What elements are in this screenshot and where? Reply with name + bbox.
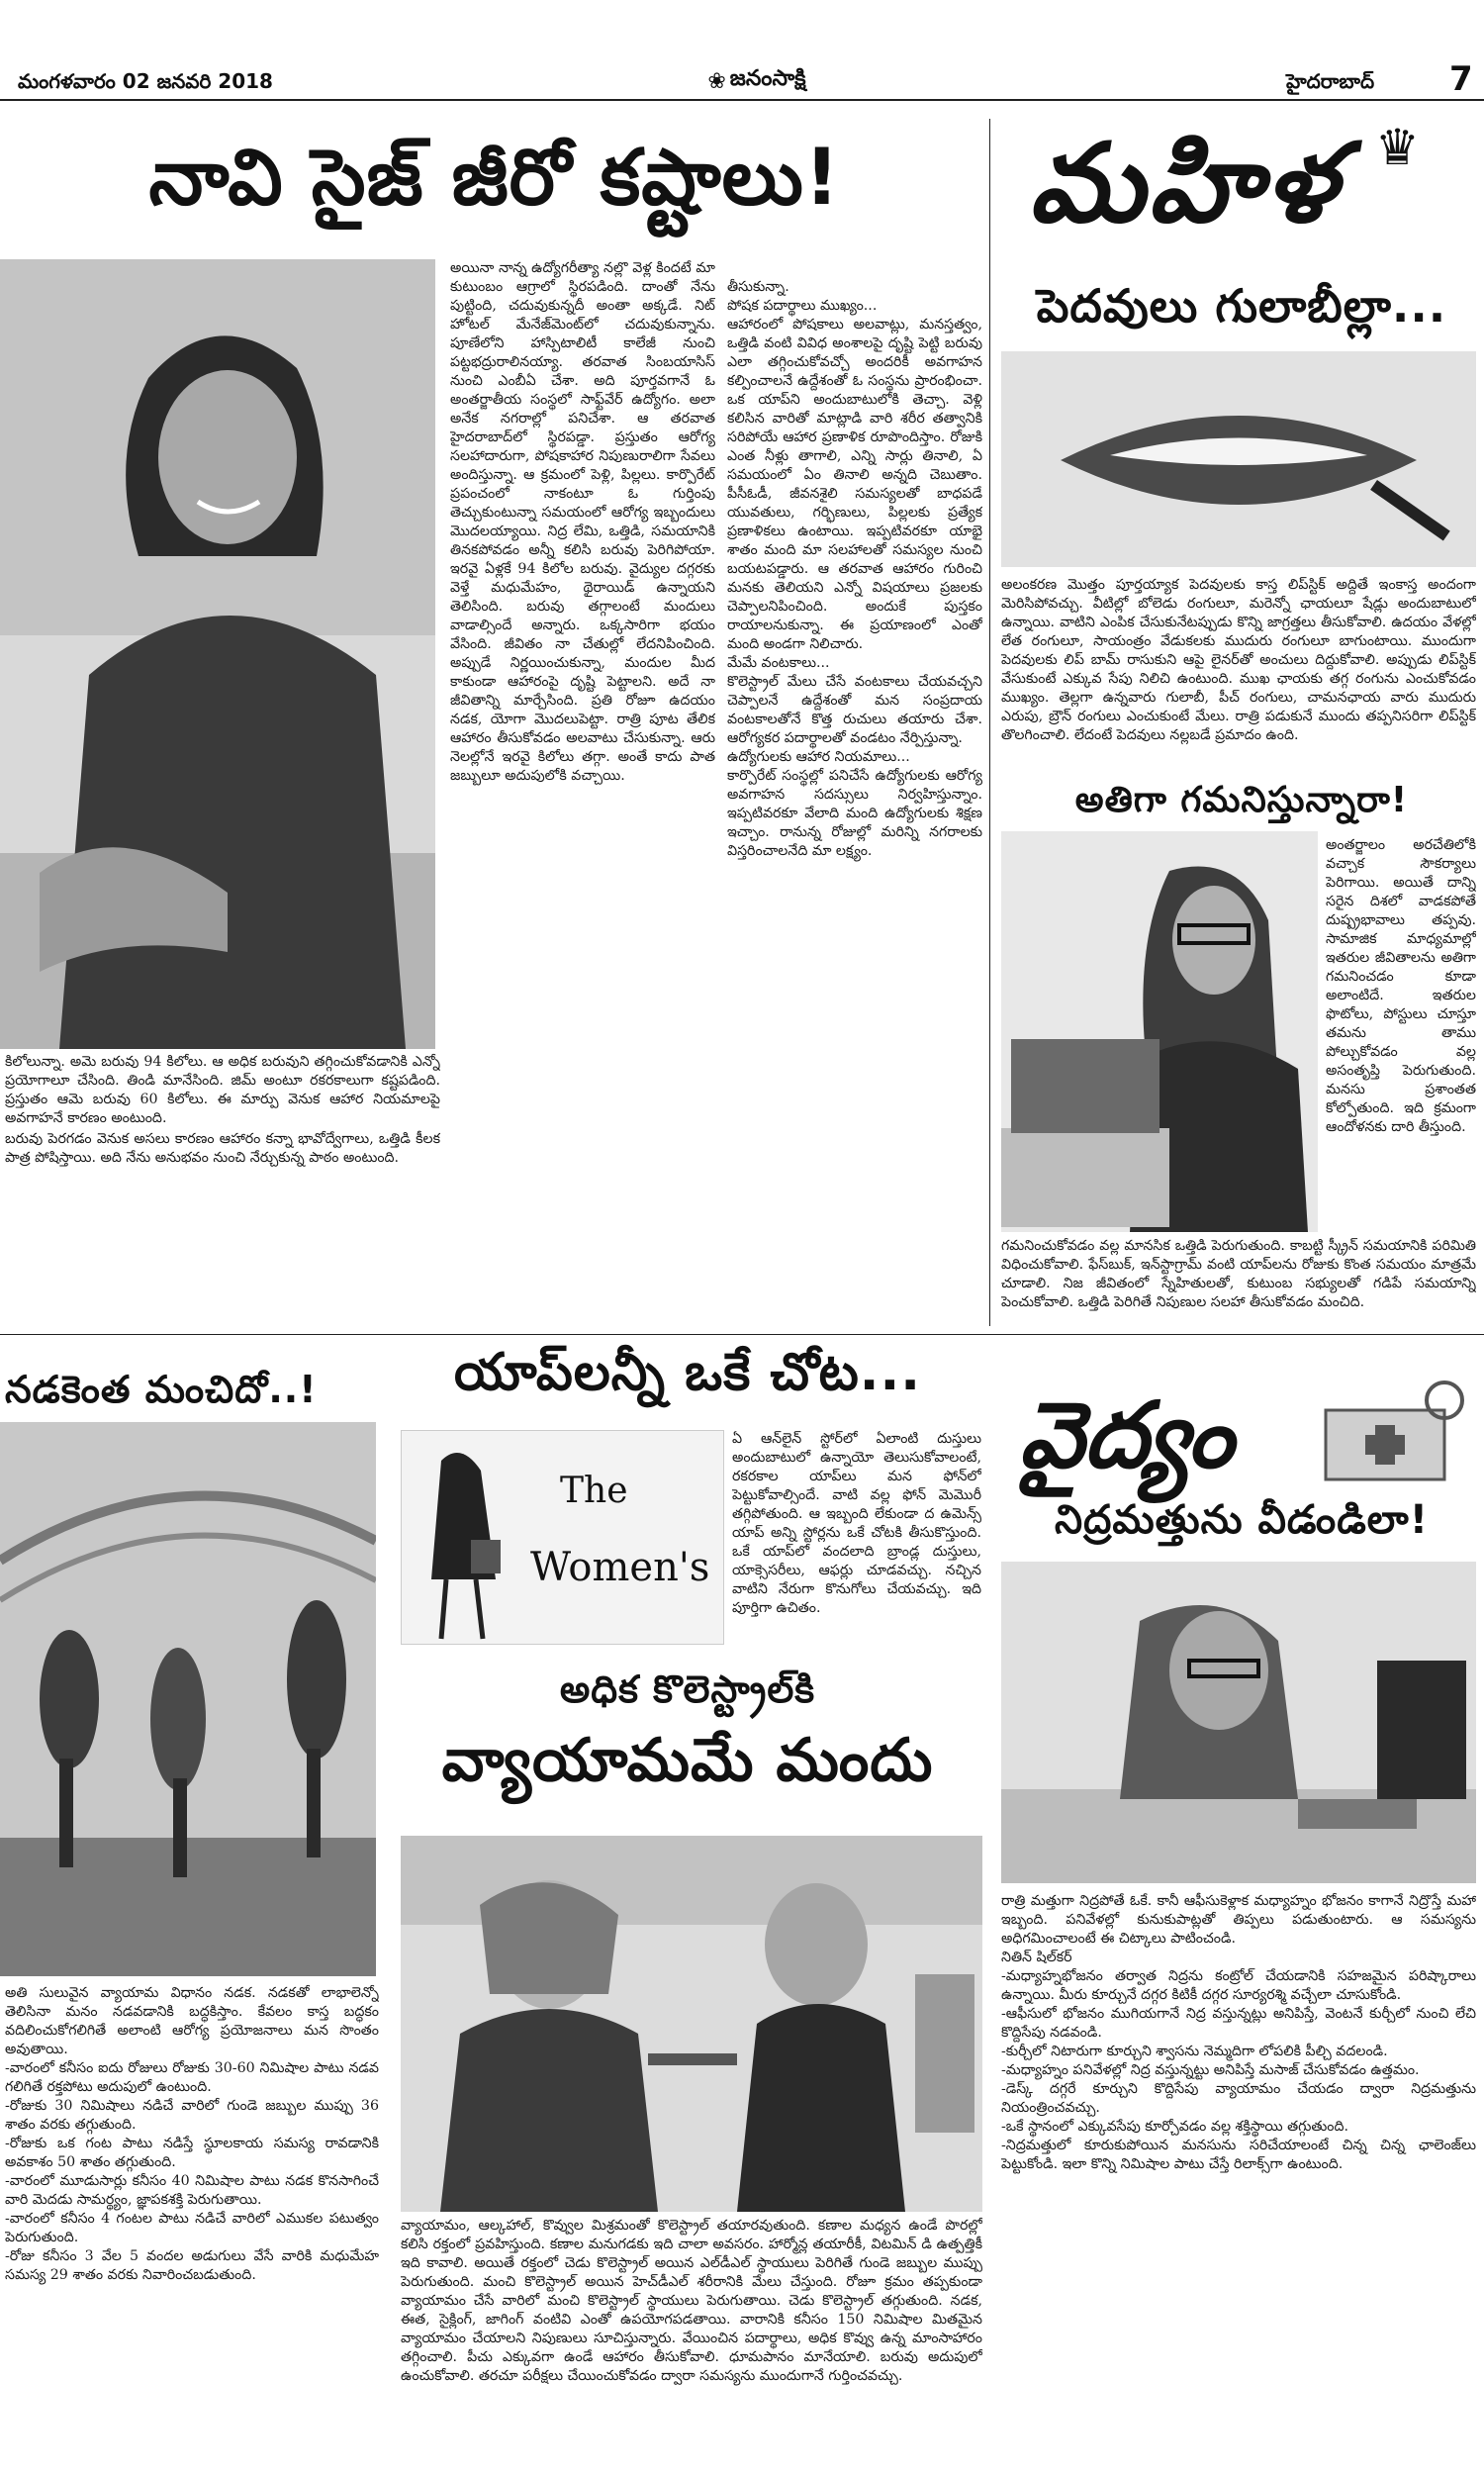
apps-body: ఏ ఆన్‌లైన్ స్టోర్‌లో ఏలాంటి దుస్తులు అందుబాటులో ఉన్నాయో తెలుసుకోవాలంటే, రకరకాల యాప్‌లు మన ఫోన్‌లో పెట్టుకోవాల్సిందే. వాటి వల్ల ఫోన్ మెమొరీ తగ్గిపోతుంది. ఆ ఇబ్బంది లేకుండా ద ఉమెన్స్ యాప్ అన్ని స్టోర్లను ఒకే చోటకి తీసుకొస్తుంది. ఒకే యాప్‌లో వందలాది బ్రాండ్ల దుస్తులు, యాక్సెసరీలు, ఆఫర్లు చూడవచ్చు. నచ్చిన వాటిని నేరుగా కొనుగోలు చేయవచ్చు. ఇది పూర్తిగా ఉచితం.: [732, 1431, 981, 1616]
vaidyam-logo: వైద్యం: [1019, 1381, 1234, 1488]
masthead-date: మంగళవారం 02 జనవరి 2018: [18, 69, 273, 93]
graphic-text-womens: Women's: [530, 1545, 710, 1590]
atiga-body-narrow: అంతర్జాలం అరచేతిలోకి వచ్చాక సౌకర్యాలు పెరిగాయి. అయితే దాన్ని సరైన దిశలో వాడకపోతే దుష్ప్రభావాలు తప్పవు. సామాజిక మాధ్యమాల్లో ఇతరుల జీవితాలను అతిగా గమనించడం కూడా అలాంటిదే. ఇతరుల ఫొటోలు, పోస్టులు చూస్తూ తమను తాము పోల్చుకోవడం వల్ల అసంతృప్తి పెరుగుతుంది. మనసు ప్రశాంతత కోల్పోతుంది. ఇది క్రమంగా ఆందోళనకు దారి తీస్తుంది.: [1326, 837, 1476, 1135]
column-divider: [989, 119, 990, 1326]
mahila-headline: పెదవులు గులాబీల్లా...: [1036, 279, 1447, 333]
paper-logo-icon: ❀: [707, 68, 726, 94]
main-col3-text: [727, 259, 982, 1338]
womens-app-graphic: [401, 1430, 724, 1645]
main-photo: [0, 259, 435, 1049]
mahila-logo: మహిళ: [1029, 119, 1341, 246]
gym-photo: [401, 1836, 982, 2212]
main-headline: నావి సైజ్ జీరో కష్టాలు!: [148, 134, 841, 223]
main-col1-para2: బరువు పెరగడం వెనుక అసలు కారణం ఆహారం కన్నా భావోద్వేగాలు, ఒత్తిడి కీలక పాత్ర పోషిస్తాయి. అది నేను అనుభవం నుంచి నేర్చుకున్న పాఠం అంటుంది.: [5, 1131, 440, 1166]
masthead-logo: [678, 63, 836, 99]
vaidyam-headline: నిద్రమత్తును వీడండిలా!: [1055, 1497, 1429, 1543]
main-col3-para: తీసుకున్నా. పోషక పదార్థాలు ముఖ్యం... ఆహారంలో పోషకాలు అలవాట్లు, మనస్తత్వం, ఒత్తిడి వంటి వివిధ అంశాలపై దృష్టి పెట్టి బరువు ఎలా తగ్గించుకోవచ్చో అందరికీ అవగాహన కల్పించాలనే ఉద్దేశంతో ఓ సంస్థను ప్రారంభించా. ఒక యాప్‌ని అందుబాటులోకి తెచ్చా. వెళ్లి కలిసిన వారితో మాట్లాడి వారి శరీర తత్వానికి సరిపోయే ఆహార ప్రణాళిక రూపొందిస్తాం. రోజుకి ఎంత నీళ్లు తాగాలి, ఎన్ని సార్లు తినాలి, ఏ సమయంలో ఏం తినాలి అన్నది చెబుతాం. పీసీఓడీ, జీవనశైలి సమస్యలతో బాధపడే యువతులు, గర్భిణులు, పిల్లలకు ప్రత్యేక ప్రణాళికలు ఉంటాయి. ఇప్పటివరకూ యాభై శాతం మంది మా సలహాలతో సమస్యల నుంచి బయటపడ్డారు. ఆ తరవాత ఆహారం గురించి మనకు తెలియని ఎన్నో విషయాలు ప్రజలకు చెప్పాలనిపించింది. అందుకే పుస్తకం రాయాలనుకున్నా. ఈ ప్రయాణంలో ఎంతో మంది అండగా నిలిచారు. మేమే వంటకాలు... కొలెస్ట్రాల్ మేలు చేసే వంటకాలు చేయవచ్చని చెప్పాలనే ఉద్దేశంతో మన సంప్రదాయ వంటకాలతోనే కొత్త రుచులు తయారు చేశా. ఆరోగ్యకర పదార్థాలతో వండటం నేర్పిస్తున్నా. ఉద్యోగులకు ఆహార నియమాలు... కార్పొరేట్ సంస్థల్లో పనిచేసే ఉద్యోగులకు ఆరోగ్య అవగాహన సదస్సులు నిర్వహిస్తున్నాం. ఇప్పటివరకూ వేలాది మంది ఉద్యోగులకు శిక్షణ ఇచ్చాం. రానున్న రోజుల్లో మరిన్ని నగరాలకు విస్తరించాలనేది మా లక్ష్యం.: [727, 279, 982, 859]
atiga-headline: అతిగా గమనిస్తున్నారా!: [1074, 780, 1409, 820]
main-col1-para: కిలోలున్నా. అమె బరువు 94 కిలోలు. ఆ అధిక బరువుని తగ్గించుకోవడానికి ఎన్నో ప్రయోగాలూ చేసింది. తిండి మానేసింది. జిమ్ అంటూ రకరకాలుగా కష్టపడింది. ప్రస్తుతం ఆమె బరువు 60 కిలోలు. ఈ మార్పు వెనుక ఆహార నియమాలపై అవగాహనే కారణం అంటుంది.: [5, 1054, 440, 1126]
main-col2-para: అయినా నాన్న ఉద్యోగరీత్యా నల్లొ వెళ్ల కిందటే మా కుటుంబం ఆగ్రాలో స్థిరపడింది. దాంతో నేను పుట్టింది, చదువుకున్నదీ అంతా అక్కడే. నిట్ హోటల్ మేనేజ్‌మెంట్‌లో చదువుకున్నాను. పూణేలోని హాస్పిటాలిటీ కాలేజీ నుంచి పట్టభద్రురాలినయ్యా. తరవాత సింబయాసిస్ నుంచి ఎంబీఏ చేశా. అది పూర్తవగానే ఓ అంతర్జాతీయ సంస్థలో సాఫ్ట్‌వేర్ ఉద్యోగం. అలా అనేక నగరాల్లో పనిచేశా. ఆ తరవాత హైదరాబాద్‌లో స్థిరపడ్డా. ప్రస్తుతం ఆరోగ్య సలహాదారుగా, పోషకాహార నిపుణురాలిగా సేవలు అందిస్తున్నా. ఆ క్రమంలో పెళ్లి, పిల్లలు. కార్పొరేట్ ప్రపంచంలో నాకంటూ ఓ గుర్తింపు తెచ్చుకుంటున్నా సమయంలో ఆరోగ్య ఇబ్బందులు మొదలయ్యాయి. నిద్ర లేమి, ఒత్తిడి, సమయానికి తినకపోవడం అన్నీ కలిసి బరువు పెరిగిపోయా. ఇరవై ఏళ్లకే 94 కిలోల బరువు. వైద్యుల దగ్గరకు వెళ్తే మధుమేహం, థైరాయిడ్ ఉన్నాయని తెలిసింది. బరువు తగ్గాలంటే మందులు వాడాల్సిందే అన్నారు. ఒక్కసారిగా భయం వేసింది. జీవితం నా చేతుల్లో లేదనిపించింది. అప్పుడే నిర్ణయించుకున్నా, మందుల మీద కాకుండా ఆహారంపై దృష్టి పెట్టాలని. అదే నా జీవితాన్ని మార్చేసింది. ప్రతి రోజూ ఉదయం నడక, యోగా మొదలుపెట్టా. రాత్రి పూట తేలిక ఆహారం తీసుకోవడం అలవాటు చేసుకున్నా. ఆరు నెలల్లోనే ఇరవై కిలోలు తగ్గా. అంతే కాదు పాత జబ్బులూ అదుపులోకి వచ్చాయి.: [450, 260, 715, 784]
apps-headline: యాప్‌లన్నీ ఒకే చోట...: [453, 1343, 922, 1402]
masthead-city: హైదరాబాద్: [1286, 69, 1375, 93]
atiga-body-wide: గమనించుకోవడం వల్ల మానసిక ఒత్తిడి పెరుగుతుంది. కాబట్టి స్క్రీన్ సమయానికి పరిమితి విధించుకోవాలి. ఫేస్‌బుక్, ఇన్‌స్టాగ్రామ్ వంటి యాప్‌లను రోజుకు కొంత సమయం మాత్రమే చూడాలి. నిజ జీవితంలో స్నేహితులతో, కుటుంబ సభ్యులతో గడిపే సమయాన్ని పెంచుకోవాలి. ఒత్తిడి పెరిగితే నిపుణుల సలహా తీసుకోవడం మంచిది.: [1001, 1238, 1476, 1310]
cholesterol-kicker: అధిక కొలెస్ట్రాల్‌కి: [559, 1667, 816, 1711]
laptop-woman-photo: [1001, 831, 1318, 1232]
masthead-rule: [0, 99, 1484, 101]
graphic-text-the: The: [560, 1471, 628, 1511]
crown-icon: ♛: [1375, 119, 1420, 176]
sleepy-worker-photo: [1001, 1562, 1476, 1883]
paper-name: జనంసాక్షి: [729, 66, 806, 91]
medical-kit-icon: [1306, 1371, 1474, 1489]
cholesterol-headline: వ్యాయామమే మందు: [441, 1726, 934, 1795]
nadaka-headline: నడకెంత మంచిదో..!: [5, 1368, 318, 1411]
cholesterol-body: వ్యాయామం, ఆల్కహాల్, కొవ్వుల మిశ్రమంతో కొలెస్ట్రాల్ తయారవుతుంది. కణాల మధ్యన ఉండే పొరల్లో కలిసి రక్తంలో ప్రవహిస్తుంది. కణాల మనుగడకు ఇది చాలా అవసరం. హార్మోన్ల తయారీకీ, విటమిన్ డి ఉత్పత్తికీ ఇది కావాలి. అయితే రక్తంలో చెడు కొలెస్ట్రాల్ అయిన ఎల్‌డీఎల్ స్థాయులు పెరిగితే గుండె జబ్బుల ముప్పు పెరుగుతుంది. మంచి కొలెస్ట్రాల్ అయిన హెచ్‌డీఎల్ శరీరానికి మేలు చేస్తుంది. రోజూ క్రమం తప్పకుండా వ్యాయామం చేసే వారిలో మంచి కొలెస్ట్రాల్ స్థాయులు పెరుగుతాయి. చెడు కొలెస్ట్రాల్ తగ్గుతుంది. నడక, ఈత, సైక్లింగ్, జాగింగ్ వంటివి ఎంతో ఉపయోగపడతాయి. వారానికి కనీసం 150 నిమిషాల మితమైన వ్యాయామం చేయాలని నిపుణులు సూచిస్తున్నారు. వేయించిన పదార్థాలు, అధిక కొవ్వు ఉన్న మాంసాహారం తగ్గించాలి. పీచు ఎక్కువగా ఉండే ఆహారం తీసుకోవాలి. ధూమపానం మానేయాలి. బరువు అదుపులో ఉంచుకోవాలి. తరచూ పరీక్షలు చేయించుకోవడం ద్వారా సమస్యను ముందుగానే గుర్తించవచ్చు.: [401, 2218, 982, 2384]
runners-photo: [0, 1422, 376, 1976]
main-col1-text: [5, 1053, 440, 1340]
page-number: 7: [1449, 59, 1473, 99]
vaidyam-body: రాత్రి మత్తుగా నిద్రపోతే ఓకే. కానీ ఆఫీసుకెళ్లాక మధ్యాహ్నం భోజనం కాగానే నిద్రొస్తే మహా ఇబ్బంది. పనివేళల్లో కునుకుపాట్లతో తిప్పలు పడుతుంటారు. ఆ సమస్యను అధిగమించాలంటే ఈ చిట్కాలు పాటించండి. నితిన్ షిల్‌కర్ -మధ్యాహ్నభోజనం తర్వాత నిద్రను కంట్రోల్ చేయడానికి సహజమైన పరిష్కారాలు ఉన్నాయి. మీరు కూర్చునే దగ్గర కిటికీ దగ్గర సూర్యరశ్మి వచ్చేలా చూసుకోండి. -ఆఫీసులో భోజనం ముగియగానే నిద్ర వస్తున్నట్లు అనిపిస్తే, వెంటనే కుర్చీలో నుంచి లేచి కొద్దిసేపు నడవండి. -కుర్చీలో నిటారుగా కూర్చుని శ్వాసను నెమ్మదిగా లోపలికి పీల్చి వదలండి. -మధ్యాహ్నం పనివేళల్లో నిద్ర వస్తున్నట్టు అనిపిస్తే మసాజ్ చేసుకోవడం ఉత్తమం. -డెస్క్ దగ్గరే కూర్చుని కొద్దిసేపు వ్యాయామం చేయడం ద్వారా నిద్రమత్తును నియంత్రించవచ్చు. -ఒకే స్థానంలో ఎక్కువసేపు కూర్చోవడం వల్ల శక్తిస్థాయి తగ్గుతుంది. -నిద్రమత్తులో కూరుకుపోయిన మనసును సరిచేయాలంటే చిన్న చిన్న ఛాలెంజ్‌లు పెట్టుకోండి. ఇలా కొన్ని నిమిషాల పాటు చేస్తే రిలాక్స్‌గా ఉంటుంది.: [1001, 1893, 1476, 2172]
main-col2-text: [450, 259, 715, 1338]
mahila-body: అలంకరణ మొత్తం పూర్తయ్యాక పెదవులకు కాస్త లిప్‌స్టిక్ అద్దితే ఇంకాస్త అందంగా మెరిసిపోవచ్చు. వీటిల్లో బోలెడు రంగులూ, మరెన్నో ఛాయలూ షేడ్లు అందుబాటులో ఉన్నాయి. వాటిని ఎంపిక చేసుకునేటప్పుడు కొన్ని జాగ్రత్తలు తీసుకోవాలి. ఉదయం వేళల్లో లేత రంగులూ, సాయంత్రం వేడుకలకు ముదురు రంగులూ బాగుంటాయి. ముందుగా పెదవులకు లిప్ బామ్ రాసుకుని ఆపై లైనర్‌తో అంచులు దిద్దుకోవాలి. అప్పుడు లిప్‌స్టిక్ వేసుకుంటే ఎక్కువ సేపు నిలిచి ఉంటుంది. ముఖ ఛాయకు తగ్గ రంగును ఎంచుకోవడం ముఖ్యం. తెల్లగా ఉన్నవారు గులాబీ, పీచ్ రంగులు, చామనఛాయ వారు ముదురు ఎరుపు, బ్రౌన్ రంగులు ఎంచుకుంటే మేలు. రాత్రి పడుకునే ముందు తప్పనిసరిగా లిప్‌స్టిక్ తొలగించాలి. లేదంటే పెదవులు నల్లబడే ప్రమాదం ఉంది.: [1001, 577, 1476, 743]
lips-photo: [1001, 351, 1476, 567]
section-rule: [0, 1334, 1484, 1335]
nadaka-body: అతి సులువైన వ్యాయామ విధానం నడక. నడకతో లాభాలెన్నో తెలిసినా మనం నడవడానికి బద్ధకిస్తాం. కేవలం కాస్త బద్ధకం వదిలించుకోగలిగితే అలాంటి ఆరోగ్య ప్రయోజనాలు మన సొంతం అవుతాయి. -వారంలో కనీసం ఐదు రోజులు రోజుకు 30-60 నిమిషాల పాటు నడవ గలిగితే రక్తపోటు అదుపులో ఉంటుంది. -రోజుకు 30 నిమిషాలు నడిచే వారిలో గుండె జబ్బుల ముప్పు 36 శాతం వరకు తగ్గుతుంది. -రోజుకు ఒక గంట పాటు నడిస్తే స్థూలకాయ సమస్య రావడానికి అవకాశం 50 శాతం తగ్గుతుంది. -వారంలో మూడుసార్లు కనీసం 40 నిమిషాల పాటు నడక కొనసాగించే వారి మెదడు సామర్థ్యం, జ్ఞాపకశక్తి పెరుగుతాయి. -వారంలో కనీసం 4 గంటల పాటు నడిచే వారిలో ఎముకల పటుత్వం పెరుగుతుంది. -రోజు కనీసం 3 వేల 5 వందల అడుగులు వేసే వారికి మధుమేహ సమస్య 29 శాతం వరకు నివారించబడుతుంది.: [5, 1985, 379, 2283]
